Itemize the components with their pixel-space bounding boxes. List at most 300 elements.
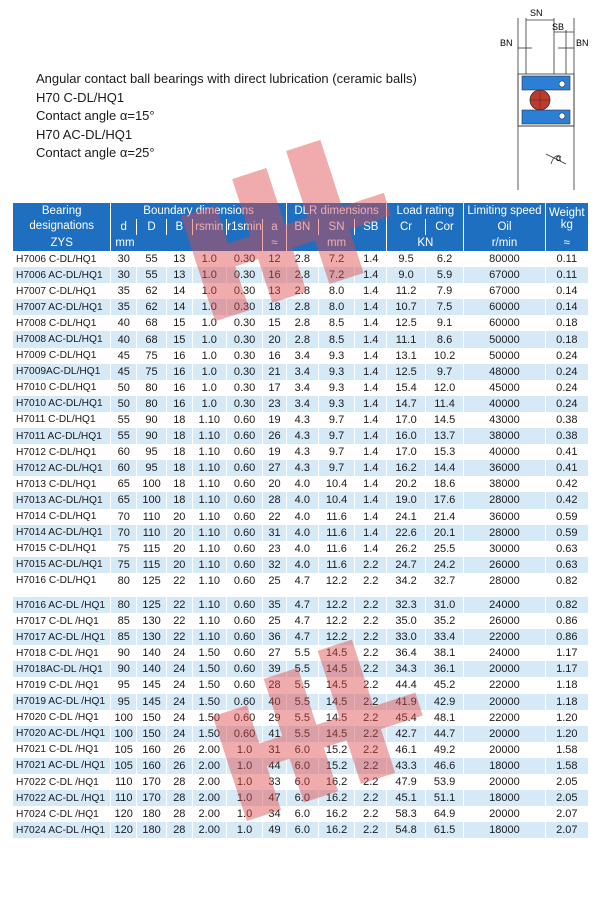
table-row <box>13 267 589 283</box>
cell-BN: 6.0 <box>286 742 318 758</box>
col-B: B <box>166 219 192 235</box>
col-SN: SN <box>318 219 354 235</box>
cell-designation: H7010 C-DL/HQ1 <box>13 380 111 396</box>
cell-D: 62 <box>137 283 167 299</box>
cell-rsmin: 1.0 <box>192 331 226 347</box>
cell-D: 90 <box>137 412 167 428</box>
table-row <box>13 396 589 412</box>
cell-rsmin: 1.50 <box>192 661 226 677</box>
cell-rsmin: 1.0 <box>192 364 226 380</box>
cell-d: 60 <box>111 460 137 476</box>
cell-B: 22 <box>166 573 192 589</box>
cell-oil-speed: 26000 <box>464 613 545 629</box>
cell-Cr: 10.7 <box>387 299 426 315</box>
cell-B: 28 <box>166 774 192 790</box>
cell-SN: 16.2 <box>318 806 354 822</box>
cell-SB: 2.2 <box>355 822 387 838</box>
cell-D: 110 <box>137 525 167 541</box>
cell-SN: 9.3 <box>318 380 354 396</box>
cell-Cr: 15.4 <box>387 380 426 396</box>
cell-Cor: 21.4 <box>425 509 464 525</box>
cell-oil-speed: 22000 <box>464 710 545 726</box>
cell-rsmin: 1.10 <box>192 509 226 525</box>
cell-Cor: 9.1 <box>425 315 464 331</box>
cell-r1smin: 0.60 <box>226 557 262 573</box>
cell-D: 68 <box>137 331 167 347</box>
cell-SN: 10.4 <box>318 492 354 508</box>
cell-SB: 2.2 <box>355 694 387 710</box>
cell-Cr: 22.6 <box>387 525 426 541</box>
cell-Cor: 32.7 <box>425 573 464 589</box>
cell-SB: 1.4 <box>355 348 387 364</box>
cell-Cr: 32.3 <box>387 597 426 613</box>
cell-designation: H7009 C-DL/HQ1 <box>13 348 111 364</box>
cell-SB: 1.4 <box>355 525 387 541</box>
cell-SB: 1.4 <box>355 267 387 283</box>
cell-B: 18 <box>166 476 192 492</box>
cell-B: 28 <box>166 790 192 806</box>
cell-B: 24 <box>166 694 192 710</box>
cell-B: 22 <box>166 597 192 613</box>
table-row <box>13 299 589 315</box>
cell-BN: 4.0 <box>286 557 318 573</box>
cell-r1smin: 1.0 <box>226 822 262 838</box>
cell-weight: 0.86 <box>545 613 588 629</box>
cell-a: 20 <box>263 476 287 492</box>
cell-oil-speed: 20000 <box>464 726 545 742</box>
cell-designation: H7021 C-DL /HQ1 <box>13 742 111 758</box>
cell-D: 55 <box>137 267 167 283</box>
cell-a: 16 <box>263 267 287 283</box>
cell-a: 23 <box>263 396 287 412</box>
cell-Cr: 11.2 <box>387 283 426 299</box>
cell-r1smin: 0.30 <box>226 267 262 283</box>
cell-BN: 2.8 <box>286 331 318 347</box>
cell-oil-speed: 36000 <box>464 509 545 525</box>
cell-D: 115 <box>137 557 167 573</box>
cell-r1smin: 0.60 <box>226 629 262 645</box>
cell-d: 85 <box>111 613 137 629</box>
cell-weight: 0.63 <box>545 557 588 573</box>
cell-SN: 8.0 <box>318 299 354 315</box>
col-SB: SB <box>355 219 387 235</box>
cell-oil-speed: 20000 <box>464 694 545 710</box>
cell-rsmin: 1.0 <box>192 299 226 315</box>
cell-SB: 2.2 <box>355 661 387 677</box>
cell-designation: H7008 AC-DL/HQ1 <box>13 331 111 347</box>
cell-d: 65 <box>111 476 137 492</box>
cell-rsmin: 1.50 <box>192 645 226 661</box>
cell-B: 16 <box>166 380 192 396</box>
cell-Cr: 36.4 <box>387 645 426 661</box>
cell-d: 80 <box>111 597 137 613</box>
cell-designation: H7009AC-DL/HQ1 <box>13 364 111 380</box>
cell-weight: 0.41 <box>545 444 588 460</box>
cell-B: 18 <box>166 492 192 508</box>
table-row <box>13 380 589 396</box>
cell-r1smin: 0.60 <box>226 694 262 710</box>
cell-d: 90 <box>111 645 137 661</box>
cell-a: 29 <box>263 710 287 726</box>
cell-r1smin: 1.0 <box>226 742 262 758</box>
table-row <box>13 460 589 476</box>
cell-SN: 15.2 <box>318 742 354 758</box>
cell-Cor: 53.9 <box>425 774 464 790</box>
sb-label: SB <box>552 22 565 32</box>
cell-SB: 1.4 <box>355 396 387 412</box>
cell-a: 26 <box>263 428 287 444</box>
cell-weight: 1.58 <box>545 742 588 758</box>
cell-SN: 11.6 <box>318 509 354 525</box>
cell-designation: H7015 AC-DL/HQ1 <box>13 557 111 573</box>
cell-oil-speed: 40000 <box>464 396 545 412</box>
zys-label: ZYS <box>13 235 111 251</box>
cell-r1smin: 0.60 <box>226 613 262 629</box>
cell-rsmin: 1.10 <box>192 573 226 589</box>
cell-r1smin: 0.60 <box>226 412 262 428</box>
contact-angle-c: Contact angle α=15° <box>36 108 155 124</box>
cell-Cr: 14.7 <box>387 396 426 412</box>
cell-SN: 10.4 <box>318 476 354 492</box>
cell-a: 19 <box>263 444 287 460</box>
cell-r1smin: 0.30 <box>226 348 262 364</box>
cell-D: 145 <box>137 677 167 693</box>
cell-D: 80 <box>137 380 167 396</box>
cell-d: 105 <box>111 742 137 758</box>
cell-a: 32 <box>263 557 287 573</box>
cell-a: 27 <box>263 460 287 476</box>
cell-BN: 4.0 <box>286 525 318 541</box>
cell-weight: 0.82 <box>545 597 588 613</box>
cell-BN: 5.5 <box>286 645 318 661</box>
cell-rsmin: 2.00 <box>192 758 226 774</box>
cell-weight: 1.20 <box>545 726 588 742</box>
cell-D: 110 <box>137 509 167 525</box>
cell-d: 60 <box>111 444 137 460</box>
cell-SN: 14.5 <box>318 710 354 726</box>
cell-a: 28 <box>263 677 287 693</box>
bearing-spec-table <box>12 203 588 838</box>
cell-Cor: 51.1 <box>425 790 464 806</box>
cell-Cor: 49.2 <box>425 742 464 758</box>
cell-a: 44 <box>263 758 287 774</box>
cell-Cr: 41.9 <box>387 694 426 710</box>
cell-SB: 2.2 <box>355 629 387 645</box>
cell-B: 20 <box>166 557 192 573</box>
cell-Cor: 6.2 <box>425 251 464 267</box>
cell-BN: 2.8 <box>286 267 318 283</box>
cell-r1smin: 0.60 <box>226 525 262 541</box>
table-row <box>13 774 589 790</box>
table-row <box>13 476 589 492</box>
cell-D: 75 <box>137 364 167 380</box>
cell-designation: H7015 C-DL/HQ1 <box>13 541 111 557</box>
cell-oil-speed: 40000 <box>464 444 545 460</box>
cell-BN: 2.8 <box>286 299 318 315</box>
cell-SN: 16.2 <box>318 790 354 806</box>
cell-SN: 9.7 <box>318 412 354 428</box>
cell-oil-speed: 20000 <box>464 661 545 677</box>
cell-Cr: 16.2 <box>387 460 426 476</box>
cell-weight: 2.05 <box>545 774 588 790</box>
table-row <box>13 710 589 726</box>
cell-Cor: 36.1 <box>425 661 464 677</box>
cell-rsmin: 1.10 <box>192 460 226 476</box>
cell-designation: H7006 AC-DL/HQ1 <box>13 267 111 283</box>
cell-d: 45 <box>111 348 137 364</box>
table-row <box>13 629 589 645</box>
cell-d: 105 <box>111 758 137 774</box>
cell-B: 24 <box>166 710 192 726</box>
cell-r1smin: 0.60 <box>226 541 262 557</box>
cell-B: 15 <box>166 331 192 347</box>
cell-designation: H7021 AC-DL /HQ1 <box>13 758 111 774</box>
cell-a: 31 <box>263 525 287 541</box>
cell-designation: H7007 AC-DL/HQ1 <box>13 299 111 315</box>
series-ac: H70 AC-DL/HQ1 <box>36 126 133 142</box>
cell-rsmin: 2.00 <box>192 790 226 806</box>
cell-B: 16 <box>166 396 192 412</box>
table-row <box>13 758 589 774</box>
cell-Cr: 34.3 <box>387 661 426 677</box>
cell-designation: H7016 C-DL/HQ1 <box>13 573 111 589</box>
cell-B: 26 <box>166 758 192 774</box>
cell-SB: 1.4 <box>355 476 387 492</box>
cell-BN: 4.3 <box>286 428 318 444</box>
cell-SB: 2.2 <box>355 573 387 589</box>
cell-r1smin: 1.0 <box>226 774 262 790</box>
cell-rsmin: 2.00 <box>192 806 226 822</box>
cell-SB: 2.2 <box>355 613 387 629</box>
table-row <box>13 525 589 541</box>
cell-SN: 9.7 <box>318 460 354 476</box>
table-row <box>13 444 589 460</box>
cell-r1smin: 0.60 <box>226 661 262 677</box>
cell-BN: 2.8 <box>286 315 318 331</box>
cell-r1smin: 0.30 <box>226 299 262 315</box>
cell-designation: H7014 C-DL/HQ1 <box>13 509 111 525</box>
cell-B: 22 <box>166 629 192 645</box>
cell-SB: 1.4 <box>355 460 387 476</box>
cell-SB: 1.4 <box>355 299 387 315</box>
cell-oil-speed: 18000 <box>464 822 545 838</box>
cell-oil-speed: 30000 <box>464 541 545 557</box>
cell-Cor: 44.7 <box>425 726 464 742</box>
cell-d: 75 <box>111 557 137 573</box>
cell-oil-speed: 26000 <box>464 557 545 573</box>
cell-SB: 1.4 <box>355 428 387 444</box>
cell-rsmin: 2.00 <box>192 774 226 790</box>
cell-B: 18 <box>166 428 192 444</box>
cell-B: 20 <box>166 509 192 525</box>
cell-a: 27 <box>263 645 287 661</box>
cell-r1smin: 1.0 <box>226 790 262 806</box>
cell-Cor: 33.4 <box>425 629 464 645</box>
cell-D: 68 <box>137 315 167 331</box>
cell-Cr: 24.1 <box>387 509 426 525</box>
bn-label-left: BN <box>500 38 513 48</box>
table-row <box>13 645 589 661</box>
cell-d: 30 <box>111 251 137 267</box>
cell-D: 75 <box>137 348 167 364</box>
cell-Cr: 20.2 <box>387 476 426 492</box>
cell-BN: 3.4 <box>286 348 318 364</box>
cell-designation: H7020 C-DL /HQ1 <box>13 710 111 726</box>
cell-r1smin: 0.60 <box>226 492 262 508</box>
cell-weight: 0.38 <box>545 412 588 428</box>
unit-rmin: r/min <box>464 235 545 251</box>
cell-Cr: 46.1 <box>387 742 426 758</box>
cell-oil-speed: 50000 <box>464 348 545 364</box>
cell-Cr: 45.1 <box>387 790 426 806</box>
cell-Cor: 14.5 <box>425 412 464 428</box>
cell-Cr: 13.1 <box>387 348 426 364</box>
unit-kn: KN <box>387 235 464 251</box>
cell-D: 170 <box>137 774 167 790</box>
table-row <box>13 742 589 758</box>
cell-Cor: 7.5 <box>425 299 464 315</box>
cell-rsmin: 1.10 <box>192 541 226 557</box>
cell-weight: 0.42 <box>545 476 588 492</box>
cell-D: 100 <box>137 492 167 508</box>
cell-d: 45 <box>111 364 137 380</box>
cell-SN: 11.6 <box>318 541 354 557</box>
cell-designation: H7017 C-DL /HQ1 <box>13 613 111 629</box>
cell-SB: 2.2 <box>355 557 387 573</box>
cell-SB: 2.2 <box>355 790 387 806</box>
cell-rsmin: 1.50 <box>192 726 226 742</box>
cell-SN: 12.2 <box>318 597 354 613</box>
cell-D: 180 <box>137 822 167 838</box>
col-D: D <box>137 219 167 235</box>
cell-Cor: 42.9 <box>425 694 464 710</box>
cell-BN: 4.7 <box>286 573 318 589</box>
cell-SN: 14.5 <box>318 726 354 742</box>
cell-Cr: 11.1 <box>387 331 426 347</box>
cell-d: 75 <box>111 541 137 557</box>
cell-weight: 0.14 <box>545 283 588 299</box>
cell-rsmin: 2.00 <box>192 822 226 838</box>
cell-B: 18 <box>166 460 192 476</box>
col-rsmin: rsmin <box>192 219 226 235</box>
cell-Cor: 18.6 <box>425 476 464 492</box>
cell-SB: 1.4 <box>355 251 387 267</box>
cell-a: 21 <box>263 364 287 380</box>
cell-r1smin: 0.30 <box>226 283 262 299</box>
cell-designation: H7016 AC-DL /HQ1 <box>13 597 111 613</box>
cell-SN: 12.2 <box>318 613 354 629</box>
cell-a: 25 <box>263 613 287 629</box>
cell-rsmin: 1.0 <box>192 267 226 283</box>
cell-Cr: 47.9 <box>387 774 426 790</box>
cell-designation: H7022 C-DL /HQ1 <box>13 774 111 790</box>
cell-a: 33 <box>263 774 287 790</box>
cell-d: 95 <box>111 694 137 710</box>
cell-B: 15 <box>166 315 192 331</box>
cell-weight: 0.24 <box>545 396 588 412</box>
cell-rsmin: 1.0 <box>192 380 226 396</box>
cell-r1smin: 0.60 <box>226 573 262 589</box>
cell-rsmin: 1.10 <box>192 412 226 428</box>
cell-D: 90 <box>137 428 167 444</box>
cell-rsmin: 1.10 <box>192 444 226 460</box>
unit-approx-weight: ≈ <box>545 235 588 251</box>
cell-Cor: 24.2 <box>425 557 464 573</box>
cell-rsmin: 1.0 <box>192 396 226 412</box>
cell-SB: 2.2 <box>355 597 387 613</box>
cell-oil-speed: 24000 <box>464 597 545 613</box>
cell-r1smin: 0.30 <box>226 396 262 412</box>
cell-weight: 1.18 <box>545 677 588 693</box>
table-row <box>13 597 589 613</box>
cell-d: 110 <box>111 774 137 790</box>
cell-SB: 1.4 <box>355 509 387 525</box>
cell-BN: 4.7 <box>286 629 318 645</box>
cell-BN: 5.5 <box>286 726 318 742</box>
cell-Cor: 14.4 <box>425 460 464 476</box>
cell-B: 16 <box>166 348 192 364</box>
cell-Cr: 19.0 <box>387 492 426 508</box>
table-row <box>13 677 589 693</box>
cell-oil-speed: 36000 <box>464 460 545 476</box>
cell-Cr: 33.0 <box>387 629 426 645</box>
cell-r1smin: 0.30 <box>226 251 262 267</box>
cell-SB: 1.4 <box>355 444 387 460</box>
cell-D: 170 <box>137 790 167 806</box>
cell-B: 20 <box>166 541 192 557</box>
cell-d: 70 <box>111 509 137 525</box>
cell-oil-speed: 38000 <box>464 476 545 492</box>
cell-rsmin: 1.10 <box>192 525 226 541</box>
cell-weight: 2.07 <box>545 806 588 822</box>
cell-Cr: 9.0 <box>387 267 426 283</box>
cell-rsmin: 1.10 <box>192 557 226 573</box>
cell-weight: 1.20 <box>545 710 588 726</box>
cell-Cr: 16.0 <box>387 428 426 444</box>
cell-Cr: 45.4 <box>387 710 426 726</box>
cell-SB: 1.4 <box>355 283 387 299</box>
cell-BN: 6.0 <box>286 806 318 822</box>
cell-d: 35 <box>111 299 137 315</box>
table-row <box>13 541 589 557</box>
cell-oil-speed: 18000 <box>464 758 545 774</box>
cell-r1smin: 0.60 <box>226 726 262 742</box>
cell-BN: 6.0 <box>286 822 318 838</box>
table-row <box>13 492 589 508</box>
series-c: H70 C-DL/HQ1 <box>36 89 125 105</box>
cell-rsmin: 1.0 <box>192 348 226 364</box>
cell-Cor: 48.1 <box>425 710 464 726</box>
cell-a: 20 <box>263 331 287 347</box>
cell-Cr: 24.7 <box>387 557 426 573</box>
cell-r1smin: 0.60 <box>226 710 262 726</box>
table-row <box>13 251 589 267</box>
cell-Cor: 64.9 <box>425 806 464 822</box>
cell-SB: 1.4 <box>355 412 387 428</box>
cell-r1smin: 0.60 <box>226 428 262 444</box>
cell-BN: 4.3 <box>286 460 318 476</box>
cell-oil-speed: 60000 <box>464 315 545 331</box>
dlr-header: DLR dimensions <box>286 203 387 219</box>
cell-designation: H7011 C-DL/HQ1 <box>13 412 111 428</box>
cell-Cr: 42.7 <box>387 726 426 742</box>
speed-header: Limiting speed <box>464 203 545 219</box>
cell-a: 19 <box>263 412 287 428</box>
cell-SN: 12.2 <box>318 573 354 589</box>
cell-D: 95 <box>137 460 167 476</box>
cell-SB: 2.2 <box>355 677 387 693</box>
cell-Cor: 12.0 <box>425 380 464 396</box>
